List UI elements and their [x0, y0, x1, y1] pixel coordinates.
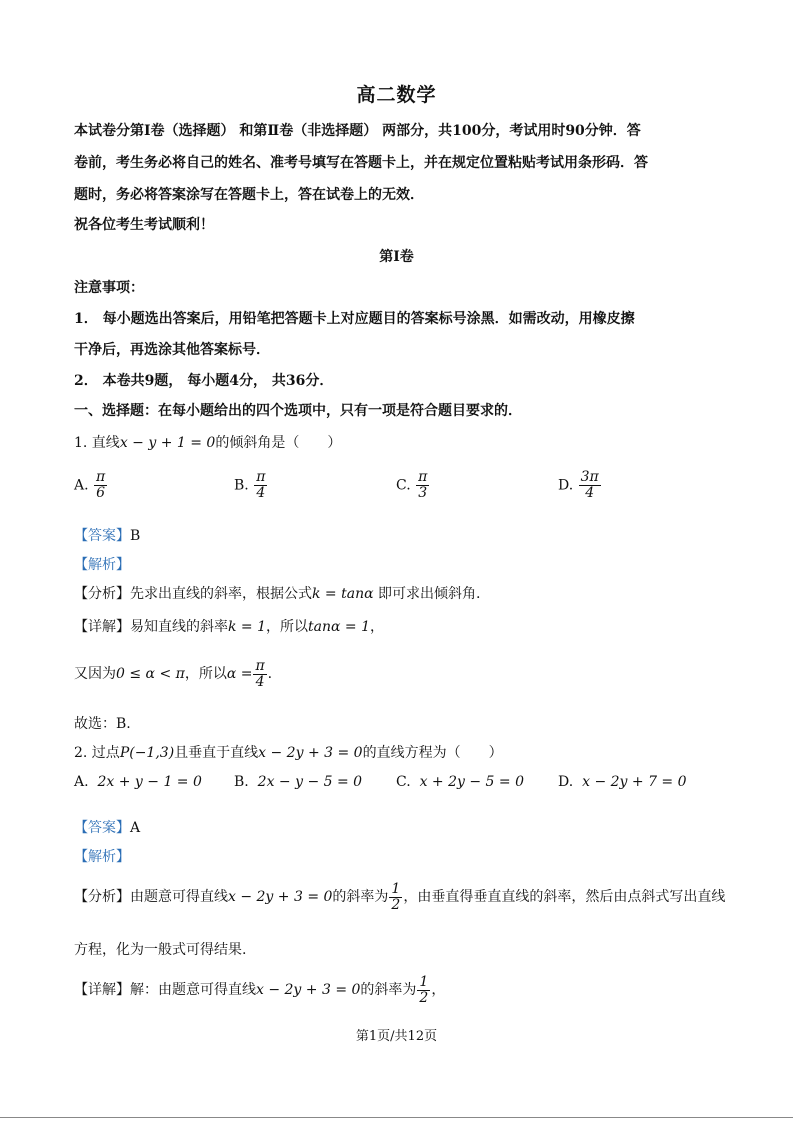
q2-fenxi-num: 1 — [391, 880, 401, 897]
q2-option-a — [74, 772, 202, 792]
q1-option-a-letter: A. — [74, 477, 89, 494]
page-footer: 第1页/共12页 — [355, 1029, 438, 1044]
q1-xj2-den: 4 — [255, 673, 265, 690]
q2-xj-frac — [417, 975, 430, 1006]
q2-option-a-letter: A. — [74, 774, 89, 790]
q2-xiangjie — [74, 973, 445, 1007]
q1-option-d — [558, 470, 602, 501]
q2-fenxi-line2: 方程，化为一般式可得结果. — [74, 942, 247, 958]
q1-option-b-letter: B. — [234, 477, 249, 494]
q2-fenxi-mid: 的斜率为 — [332, 889, 389, 905]
q2-answer-value: A — [130, 820, 141, 836]
q1-xj1-mid: ，所以 — [266, 619, 309, 635]
q2-xj-num: 1 — [419, 973, 429, 990]
analysis-tag: 【解析】 — [74, 557, 130, 573]
intro-wish: 祝各位考生考试顺利！ — [74, 217, 214, 233]
q1-option-a-frac — [94, 470, 107, 501]
q2-xj-post: ， — [431, 982, 446, 998]
q1-option-d-num: 3π — [580, 469, 599, 485]
q1-xj1-pre: 易知直线的斜率 — [130, 619, 228, 635]
q1-fenxi — [74, 584, 480, 604]
q1-option-b-num: π — [256, 469, 266, 485]
q2-option-c-letter: C. — [396, 774, 411, 790]
xiangjie-tag: 【详解】 — [74, 619, 130, 635]
q2-xj-den: 2 — [419, 989, 429, 1006]
q1-xj2-post: . — [267, 666, 273, 682]
q2-stem-post: 的直线方程为（ ） — [362, 745, 503, 761]
page-title: 高二数学 — [356, 84, 437, 106]
q2-option-b-expr: 2x − y − 5 = 0 — [257, 774, 363, 790]
q2-stem-mid: 且垂直于直线 — [174, 745, 259, 761]
q1-analysis-tag — [74, 555, 130, 575]
q2-stem — [74, 743, 503, 763]
q1-xj1-math2: tanα = 1 — [308, 619, 371, 635]
q1-option-a — [74, 470, 108, 501]
q1-stem-math: x − y + 1 = 0 — [119, 435, 216, 451]
xiangjie-tag: 【详解】 — [74, 982, 130, 998]
q2-stem-pre: 2. 过点 — [74, 745, 120, 761]
section-label: 一、选择题：在每小题给出的四个选项中，只有一项是符合题目要求的． — [74, 403, 522, 419]
q2-fenxi — [74, 880, 725, 914]
page-bottom-rule — [0, 1117, 793, 1118]
analysis-tag: 【解析】 — [74, 849, 130, 865]
q2-answer — [74, 818, 140, 838]
q1-xj2-num: π — [255, 657, 265, 674]
q1-option-c-num: π — [418, 469, 428, 485]
q2-fenxi-post: ，由垂直得垂直直线的斜率，然后由点斜式写出直线 — [403, 889, 726, 905]
q1-fenxi-post: 即可求出倾斜角. — [373, 586, 481, 602]
q1-stem-post: 的倾斜角是（ ） — [215, 435, 342, 451]
q1-conclusion: 故选：B. — [74, 716, 131, 732]
q1-xj2-alpha: α = — [226, 666, 253, 682]
q2-fenxi-frac — [389, 882, 402, 913]
q1-option-c-frac — [416, 470, 429, 501]
q1-stem — [74, 433, 341, 453]
q1-xj2-math: 0 ≤ α < π — [116, 666, 185, 682]
q2-stem-point: P(−1,3) — [119, 745, 175, 761]
q2-option-b — [234, 772, 362, 792]
q1-option-b-den: 4 — [256, 485, 266, 501]
answer-tag: 【答案】 — [74, 528, 130, 544]
q2-option-d-expr: x − 2y + 7 = 0 — [582, 774, 687, 790]
q2-fenxi-pre: 由题意可得直线 — [130, 889, 228, 905]
intro-line-3: 题时，务必将答案涂写在答题卡上，答在试卷上的无效． — [74, 187, 424, 203]
answer-tag: 【答案】 — [74, 820, 130, 836]
q1-xj2-mid: ，所以 — [184, 666, 227, 682]
q1-stem-pre: 1. 直线 — [74, 435, 120, 451]
q1-fenxi-pre: 先求出直线的斜率，根据公式 — [130, 586, 312, 602]
note1-line2: 干净后，再选涂其他答案标号． — [74, 342, 270, 358]
q1-option-d-frac — [579, 470, 601, 501]
note2: 2． 本卷共9题， 每小题4分， 共36分． — [74, 373, 334, 389]
fenxi-tag: 【分析】 — [74, 586, 130, 602]
q1-option-c-letter: C. — [396, 477, 411, 494]
q2-option-d-letter: D. — [558, 774, 574, 790]
q2-option-d — [558, 772, 687, 792]
notes-label: 注意事项： — [74, 280, 144, 296]
q2-option-a-expr: 2x + y − 1 = 0 — [97, 774, 202, 790]
q2-option-c — [396, 772, 524, 792]
q2-xj-mid: 的斜率为 — [360, 982, 417, 998]
q2-analysis-tag — [74, 847, 130, 867]
q1-xj2-frac — [253, 659, 266, 690]
intro-line-1: 本试卷分第Ⅰ卷（选择题） 和第Ⅱ卷（非选择题） 两部分，共100分，考试用时90分钟．答 — [74, 123, 641, 139]
q2-fenxi-math: x − 2y + 3 = 0 — [228, 889, 333, 905]
q1-option-b-frac — [254, 470, 267, 501]
q1-xj1-math1: k = 1 — [228, 619, 267, 635]
note1-line1: 1． 每小题选出答案后，用铅笔把答题卡上对应题目的答案标号涂黑．如需改动，用橡皮擦 — [74, 311, 635, 327]
part1-heading: 第Ⅰ卷 — [379, 249, 414, 265]
q1-xiangjie — [74, 617, 384, 637]
q2-option-c-expr: x + 2y − 5 = 0 — [419, 774, 524, 790]
q2-xj-pre: 解：由题意可得直线 — [130, 982, 256, 998]
q2-xj-math: x − 2y + 3 = 0 — [256, 982, 361, 998]
q1-fenxi-math: k = tanα — [312, 586, 374, 602]
q1-option-b — [234, 470, 268, 501]
q1-option-a-num: π — [96, 469, 106, 485]
q1-answer-value: B — [130, 528, 141, 544]
q2-fenxi-den: 2 — [391, 896, 401, 913]
q1-option-c-den: 3 — [418, 485, 428, 501]
fenxi-tag: 【分析】 — [74, 889, 130, 905]
q1-option-d-letter: D. — [558, 477, 574, 494]
q1-xj1-post: ， — [370, 619, 385, 635]
intro-line-2: 卷前，考生务必将自己的姓名、准考号填写在答题卡上，并在规定位置粘贴考试用条形码．答 — [74, 155, 648, 171]
q1-option-c — [396, 470, 430, 501]
q1-option-a-den: 6 — [96, 485, 106, 501]
q2-option-b-letter: B. — [234, 774, 249, 790]
q1-answer — [74, 526, 140, 546]
q1-option-d-den: 4 — [585, 485, 595, 501]
q2-stem-line: x − 2y + 3 = 0 — [258, 745, 363, 761]
q1-xj2 — [74, 657, 272, 691]
q1-xj2-pre: 又因为 — [74, 666, 116, 682]
